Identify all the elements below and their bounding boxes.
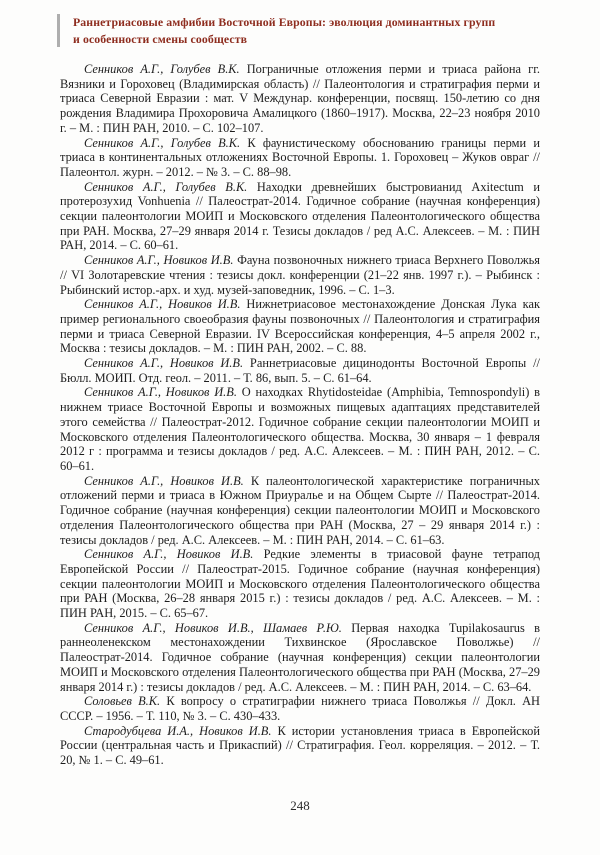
reference-authors: Соловьев В.К. [84,694,161,709]
reference-entry [60,180,540,254]
reference-authors: Сенников А.Г., Новиков И.В. [84,473,244,488]
reference-authors: Сенников А.Г., Голубев В.К. [84,62,240,76]
reference-text: Редкие элементы в триасовой фауне тетрапод Европейской России // Палеострат-2015. Годичное собрание (научная конференция) секции палеонтологии МОИП и Московского отделения Палеонтологического общества при РАН (Москва, 26–28 января 2015 г.) : тезисы докладов / ред. А.С. Алексеев. – М. : ПИН РАН, 2015. – С. 65–67. [60,547,540,621]
reference-authors: Сенников А.Г., Новиков И.В. [84,297,241,312]
reference-entry [60,724,540,768]
chapter-title [73,14,495,47]
page-number: 248 [290,798,310,813]
reference-entry [60,356,540,385]
reference-text: К палеонтологической характеристике пограничных отложений перми и триаса в Южном Приуралье и на Общем Сырте // Палеострат-2014. Годичное собрание (научная конференция) секции палеонтологии МОИП и Московского отделения Палеонтологического общества при РАН (Москва, 27 – 29 января 2014 г.) : тезисы докладов / ред. А.С. Алексеев. – М. : ПИН РАН, 2014. – С. 61–63. [60,473,540,547]
chapter-title-line-2: и особенности смены сообществ [73,31,248,46]
chapter-running-header [60,14,540,47]
page-content [60,14,540,768]
reference-entry [60,297,540,356]
reference-entry [60,62,540,136]
reference-authors: Сенников А.Г., Голубев В.К. [84,179,248,194]
reference-text: Первая находка Tupilakosaurus в раннеоленекском местонахождении Тихвинское (Ярославское Поволжье) // Палеострат-2014. Годичное собрание (научная конференция) секции палеонтологии МОИП и Московского отделения Палеонтологического общества при РАН (Москва, 27–29 января 2014 г.) : тезисы докладов / ред. А.С. Алексеев. – М. : ПИН РАН, 2014. – С. 63–64. [60,620,540,694]
reference-entry [60,474,540,548]
reference-entry [60,253,540,297]
reference-authors: Сенников А.Г., Новиков И.В. [84,253,234,268]
reference-entry [60,621,540,695]
reference-authors: Стародубцева И.А., Новиков И.В. [84,723,272,738]
reference-entry [60,136,540,180]
reference-text: Находки древнейших быстровианид Axitectum и протерозухид Vonhuenia // Палеострат-2014. Годичное собрание (научная конференция) секции палеонтологии МОИП и Московского отделения Палеонтологического общества при РАН. Москва, 27–29 января 2014 г. Тезисы докладов / ред А.С. Алексеев. – М. : ПИН РАН, 2014. – С. 60–61. [60,179,540,253]
reference-entry [60,385,540,473]
references-list [60,62,540,768]
reference-text: О находках Rhytidosteidae (Amphibia, Temnospondyli) в нижнем триасе Восточной Европы и возможных пищевых адаптациях представителей этого семейства // Палеострат-2012. Годичное собрание секции палеонтологии МОИП и Московского отделения Палеонтологического общества. Москва, 30 января – 1 февраля 2012 г : программа и тезисы докладов / ред. А.С. Алексеев. – М. : ПИН РАН, 2012. – С. 60–61. [60,385,540,473]
reference-text: Раннетриасовые дицинодонты Восточной Европы // Бюлл. МОИП. Отд. геол. – 2011. – Т. 86, вып. 5. – С. 61–64. [60,356,540,385]
reference-text: К вопросу о стратиграфии нижнего триаса Поволжья // Докл. АН СССР. – 1956. – Т. 110, № 3. – С. 430–433. [60,694,540,723]
reference-authors: Сенников А.Г., Новиков И.В. [84,356,244,371]
reference-authors: Сенников А.Г., Новиков И.В., Шамаев Р.Ю. [84,620,342,635]
reference-entry [60,547,540,621]
reference-text: Пограничные отложения перми и триаса района гг. Вязники и Гороховец (Владимирская область) // Палеонтология и стратиграфия перми и триаса Северной Евразии : мат. V Междунар. конференции, посвящ. 150-летию со дня рождения Владимира Прохоровича Амалицкого (1860–1917). Москва, 22–23 ноября 2010 г. – М. : ПИН РАН, 2010. – С. 102–107. [60,62,540,135]
reference-authors: Сенников А.Г., Голубев В.К. [84,135,241,150]
reference-text: Фауна позвоночных нижнего триаса Верхнего Поволжья // VI Золотаревские чтения : тезисы докл. конференции (21–22 янв. 1997 г.). – Рыбинск : Рыбинский истор.-арх. и худ. музей-заповедник, 1996. – С. 1–3. [60,253,540,297]
reference-authors: Сенников А.Г., Новиков И.В. [84,547,254,562]
chapter-title-line-1: Раннетриасовые амфибии Восточной Европы: эволюция доминантных групп [73,15,496,29]
header-accent-bar [57,14,60,47]
reference-text: Нижнетриасовое местонахождение Донская Лука как пример регионального своеобразия фауны позвоночных // Палеонтология и стратиграфия перми и триаса Северной Евразии. IV Всероссийская конференция, 4–5 апреля 2002 г., Москва : тезисы докладов. – М. : ПИН РАН, 2002. – С. 88. [60,297,540,356]
reference-text: К фаунистическому обоснованию границы перми и триаса в континентальных отложениях Восточной Европы. 1. Гороховец – Жуков овраг // Палеонтол. журн. – 2012. – № 3. – С. 88–98. [60,135,540,179]
reference-entry [60,694,540,723]
reference-text: К истории установления триаса в Европейской России (центральная часть и Прикаспий) // Стратиграфия. Геол. корреляция. – 2012. – Т. 20, № 1. – С. 49–61. [60,723,540,768]
reference-authors: Сенников А.Г., Новиков И.В. [84,385,237,400]
